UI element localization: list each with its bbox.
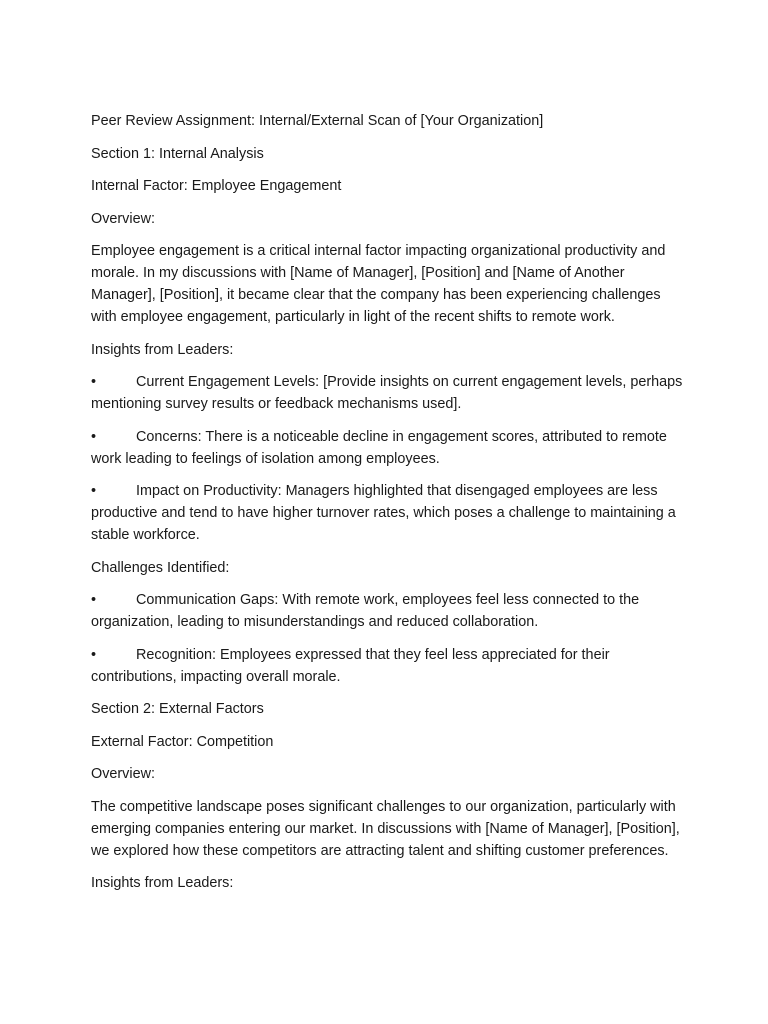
list-item-text: Communication Gaps: With remote work, employees feel less connected to the organization, leading to misunderstandings and reduced collaboration.: [91, 592, 640, 630]
bullet-icon: •: [91, 592, 97, 608]
bullet-icon: •: [91, 374, 97, 390]
bullet-icon: •: [91, 428, 97, 445]
section1-heading: Section 1: Internal Analysis: [91, 145, 264, 162]
section2-heading: Section 2: External Factors: [91, 701, 264, 717]
list-item-text: Concerns: There is a noticeable decline in engagement scores, attributed to remote work leading to feelings of isolation among employees.: [91, 428, 667, 467]
section1-factor: Internal Factor: Employee Engagement: [91, 178, 342, 194]
section1-overview-text: Employee engagement is a critical internal factor impacting organizational productivity and morale. In my discussions with [Name of Manager], [Position] and [Name of Another Manager], [Position], it became clear that the company has been experiencing challenges with employee engagement, particularly in light of the recent shifts to remote work.: [91, 243, 666, 325]
section2-overview-text: The competitive landscape poses significant challenges to our organization, particularly with emerging companies entering our market. In discussions with [Name of Manager], [Position], we explored how these competitors are attracting talent and shifting customer preferences.: [91, 798, 680, 859]
document-title: Peer Review Assignment: Internal/External Scan of [Your Organization]: [91, 113, 544, 129]
section2-insights-label: Insights from Leaders:: [91, 875, 234, 891]
section2-factor: External Factor: Competition: [91, 733, 274, 750]
bullet-icon: •: [91, 483, 97, 499]
section1-insights-label: Insights from Leaders:: [91, 341, 234, 358]
section2-overview-label: Overview:: [91, 766, 155, 782]
document-page: [91, 110, 683, 905]
section1-challenges-label: Challenges Identified:: [91, 559, 230, 576]
list-item: [91, 644, 683, 688]
bullet-icon: •: [91, 646, 97, 663]
section1-overview-label: Overview:: [91, 210, 155, 227]
list-item: [91, 589, 683, 633]
list-item-text: Impact on Productivity: Managers highlighted that disengaged employees are less productive and tend to have higher turnover rates, which poses a challenge to maintaining a stable workforce.: [91, 483, 676, 543]
list-item: [91, 480, 683, 546]
list-item-text: Current Engagement Levels: [Provide insights on current engagement levels, perhaps mentioning survey results or feedback mechanisms used].: [91, 374, 683, 412]
list-item-text: Recognition: Employees expressed that they feel less appreciated for their contributions, impacting overall morale.: [91, 646, 610, 685]
list-item: [91, 371, 683, 415]
list-item: [91, 426, 683, 470]
